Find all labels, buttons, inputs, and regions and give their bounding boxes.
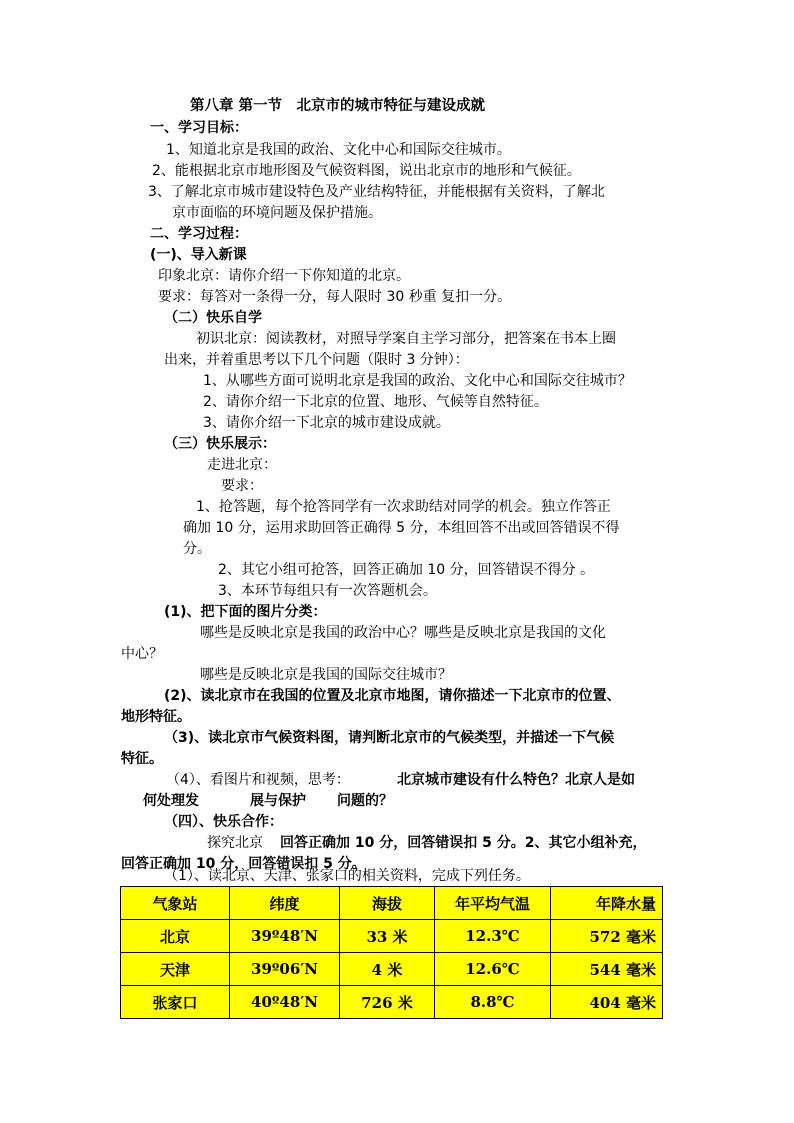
objective-3-line2: 京市面临的环境问题及保护措施。 bbox=[172, 205, 382, 221]
part-2-line1: 初识北京：阅读教材，对照导学案自主学习部分，把答案在书本上圈 bbox=[196, 331, 616, 347]
objective-2: 2、能根据北京市地形图及气候资料图，说出北京市的地形和气候征。 bbox=[152, 163, 581, 179]
part-3-rule-1-line2: 确加 10 分，运用求助回答正确得 5 分，本组回答不出或回答错误不得 bbox=[183, 520, 620, 536]
part-3-line2: 要求： bbox=[221, 478, 263, 494]
table-cell: 张家口 bbox=[121, 986, 230, 1019]
part-1-line1: 印象北京：请你介绍一下你知道的北京。 bbox=[158, 268, 410, 284]
task-1-line3: 哪些是反映北京是我国的国际交往城市？ bbox=[200, 667, 452, 683]
table-cell: 33 米 bbox=[340, 920, 435, 953]
part-3-rule-3: 3、本环节每组只有一次答题机会。 bbox=[218, 583, 437, 599]
task-4-line2-part2: 展与保护 bbox=[250, 793, 306, 809]
objective-1: 1、知道北京是我国的政治、文化中心和国际交往城市。 bbox=[166, 142, 511, 158]
section-heading-objectives: 一、学习目标： bbox=[150, 120, 248, 136]
table-cell: 天津 bbox=[121, 953, 230, 986]
table-row bbox=[121, 953, 663, 986]
task-4-line2-part1: 何处理发 bbox=[143, 793, 199, 809]
section-heading-process: 二、学习过程： bbox=[150, 226, 248, 242]
part-3-line1: 走进北京： bbox=[207, 457, 277, 473]
table-cell: 404 毫米 bbox=[551, 986, 663, 1019]
part-1-heading: (一)、导入新课 bbox=[150, 247, 247, 263]
part-3-rule-1-line1: 1、抢答题，每个抢答同学有一次求助结对同学的机会。独立作答正 bbox=[196, 499, 611, 515]
table-cell: 40º48′N bbox=[230, 986, 340, 1019]
part-4-line1-label: 探究北京 bbox=[207, 835, 263, 851]
table-cell: 726 米 bbox=[340, 986, 435, 1019]
part-3-rule-1-line3: 分。 bbox=[183, 541, 211, 557]
part-1-line2: 要求：每答对一条得一分，每人限时 30 秒重 复扣一分。 bbox=[158, 289, 512, 305]
table-cell: 544 毫米 bbox=[551, 953, 663, 986]
task-3-line2: 特征。 bbox=[121, 751, 163, 767]
part-4-line2: 回答正确加 10 分，回答错误扣 5 分。 bbox=[121, 856, 366, 872]
weather-data-table bbox=[120, 886, 663, 1019]
part-4-task: （1）、读北京、天津、张家口的相关资料，完成下列任务。 bbox=[164, 868, 530, 884]
table-header-cell: 纬度 bbox=[230, 887, 340, 920]
task-2-line1: (2)、读北京市在我国的位置及北京市地图，请你描述一下北京市的位置、 bbox=[164, 688, 621, 704]
table-row bbox=[121, 986, 663, 1019]
part-3-heading: （三）快乐展示： bbox=[164, 436, 276, 452]
table-header-row bbox=[121, 887, 663, 920]
task-3-line1: （3)、读北京市气候资料图，请判断北京市的气候类型，并描述一下气候 bbox=[164, 730, 615, 746]
part-2-heading: （二）快乐自学 bbox=[164, 310, 262, 326]
task-2-line2: 地形特征。 bbox=[121, 709, 191, 725]
task-4-prefix: （4）、看图片和视频，思考： bbox=[166, 772, 350, 788]
table-row bbox=[121, 920, 663, 953]
table-header-cell: 气象站 bbox=[121, 887, 230, 920]
objective-3-line1: 3、了解北京市城市建设特色及产业结构特征，并能根据有关资料，了解北 bbox=[148, 184, 605, 200]
part-2-line2: 出来，并着重思考以下几个问题（限时 3 分钟）： bbox=[164, 352, 469, 368]
table-header-cell: 海拔 bbox=[340, 887, 435, 920]
part-2-question-2: 2、请你介绍一下北京的位置、地形、气候等自然特征。 bbox=[203, 394, 548, 410]
task-1-heading: (1)、把下面的图片分类： bbox=[164, 604, 327, 620]
table-header-cell: 年平均气温 bbox=[435, 887, 551, 920]
page-title: 第八章 第一节 北京市的城市特征与建设成就 bbox=[190, 98, 486, 114]
table-cell: 12.6℃ bbox=[435, 953, 551, 986]
part-3-rule-2: 2、其它小组可抢答，回答正确加 10 分，回答错误不得分 。 bbox=[218, 562, 595, 578]
part-2-question-3: 3、请你介绍一下北京的城市建设成就。 bbox=[203, 415, 450, 431]
table-cell: 572 毫米 bbox=[551, 920, 663, 953]
task-4-line1: 北京城市建设有什么特色？北京人是如 bbox=[397, 772, 635, 788]
table-cell: 39º48′N bbox=[230, 920, 340, 953]
task-4-line2-part3: 问题的？ bbox=[337, 793, 393, 809]
task-1-line1: 哪些是反映北京是我国的政治中心？哪些是反映北京是我国的文化 bbox=[200, 625, 606, 641]
part-4-line1-text: 回答正确加 10 分，回答错误扣 5 分。2、其它小组补充， bbox=[280, 835, 647, 851]
task-1-line2: 中心？ bbox=[121, 646, 163, 662]
table-cell: 北京 bbox=[121, 920, 230, 953]
part-4-heading: （四）、快乐合作： bbox=[164, 814, 283, 830]
part-2-question-1: 1、从哪些方面可说明北京是我国的政治、文化中心和国际交往城市？ bbox=[203, 373, 632, 389]
table-cell: 8.8℃ bbox=[435, 986, 551, 1019]
table-cell: 12.3℃ bbox=[435, 920, 551, 953]
table-header-cell: 年降水量 bbox=[551, 887, 663, 920]
table-cell: 39º06′N bbox=[230, 953, 340, 986]
table-cell: 4 米 bbox=[340, 953, 435, 986]
